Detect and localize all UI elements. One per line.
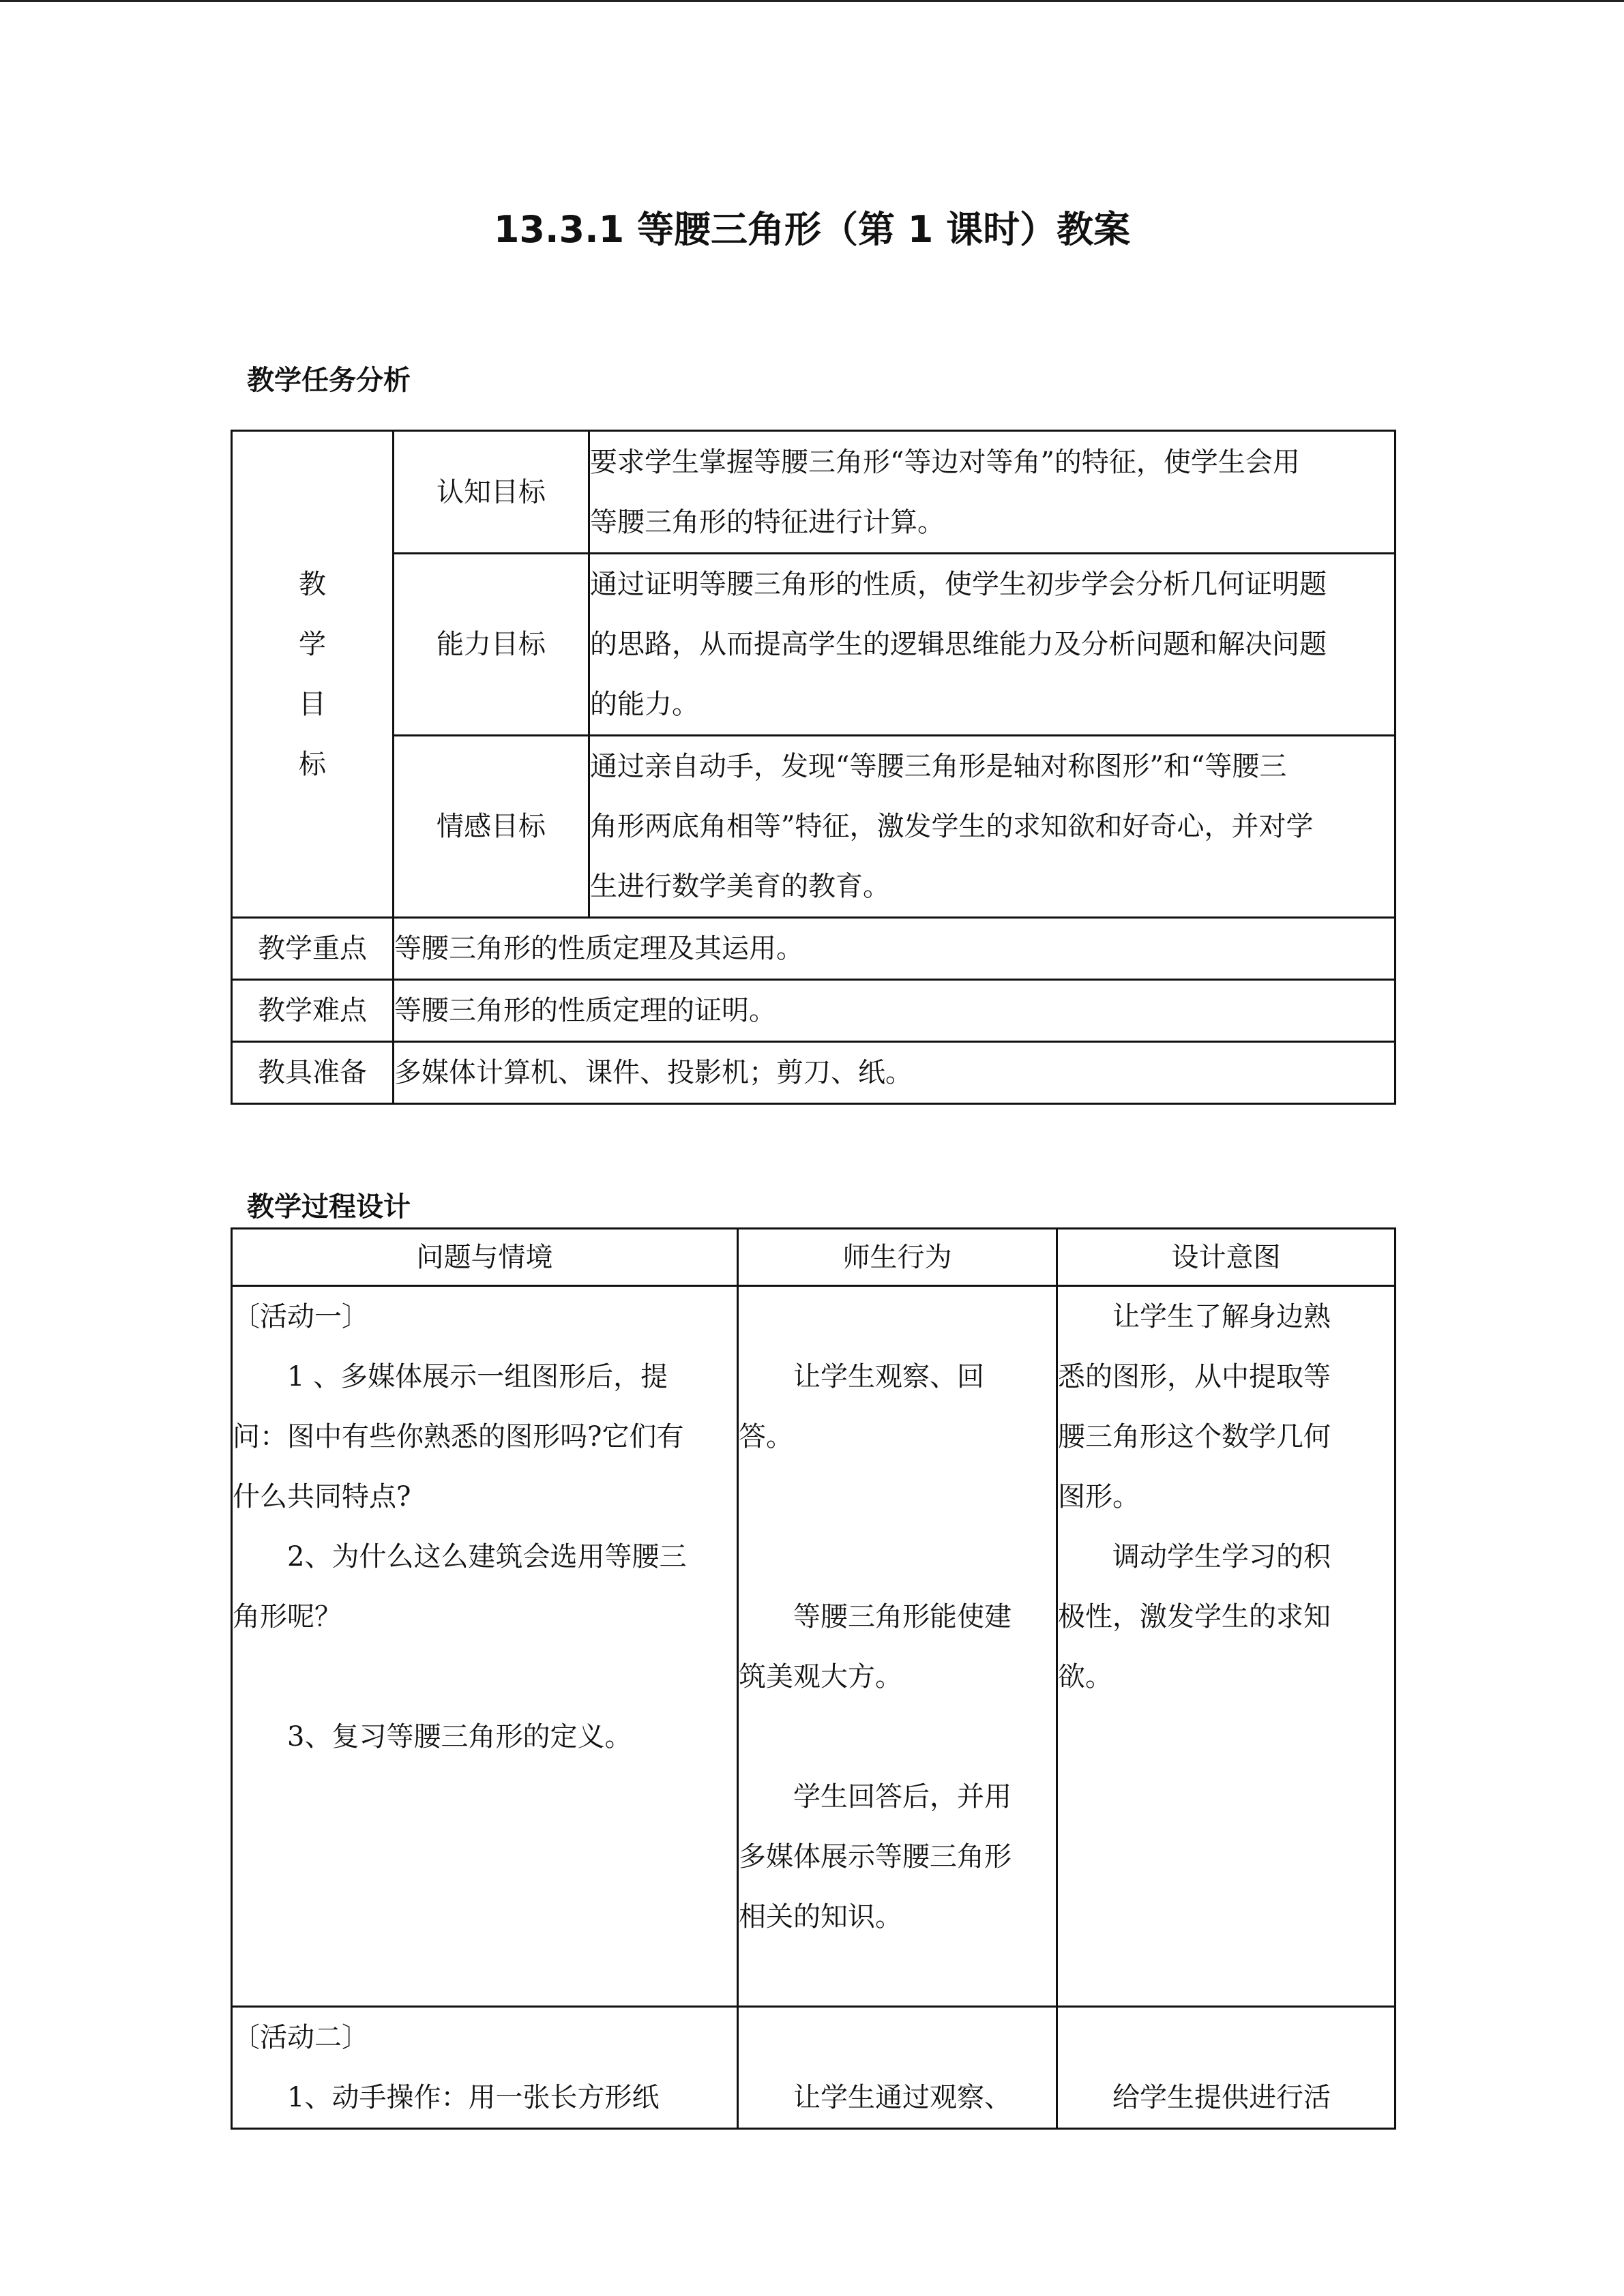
column-header-behavior: 师生行为 (738, 1229, 1057, 1286)
row-value-key-point: 等腰三角形的性质定理及其运用。 (394, 918, 1396, 980)
activity1-behavior-line: 让学生观察、回 (793, 1361, 984, 1392)
goal-text-ability (589, 554, 1396, 736)
goal-text-line: 等腰三角形的特征进行计算。 (590, 506, 945, 538)
column-header-problem: 问题与情境 (232, 1229, 738, 1286)
goals-label-char: 目 (299, 688, 326, 720)
activity1-behavior-line: 学生回答后，并用 (793, 1781, 1012, 1813)
activity1-title: 〔活动一〕 (233, 1301, 369, 1332)
activity2-behavior-cell (738, 2007, 1057, 2129)
activity2-behavior-line: 让学生通过观察、 (793, 2082, 1012, 2113)
activity1-intent-line: 图形。 (1058, 1481, 1140, 1512)
goal-text-line: 的能力。 (590, 689, 699, 720)
spacer (739, 1287, 1056, 1347)
task-analysis-table (231, 430, 1396, 1105)
goal-text-line: 的思路，从而提高学生的逻辑思维能力及分析问题和解决问题 (590, 629, 1327, 660)
goal-text-line: 生进行数学美育的教育。 (590, 871, 890, 902)
activity1-question-line: 2、为什么这么建筑会选用等腰三 (287, 1541, 687, 1572)
goals-label-char: 标 (299, 748, 326, 780)
activity1-behavior-cell (738, 1286, 1057, 2007)
goal-text-line: 角形两底角相等”特征，激发学生的求知欲和好奇心，并对学 (590, 811, 1314, 842)
spacer (233, 1647, 737, 1707)
activity1-question-line: 什么共同特点? (233, 1481, 411, 1512)
activity2-question-line: 1、动手操作：用一张长方形纸 (287, 2082, 660, 2113)
activity1-intent-line: 欲。 (1058, 1661, 1112, 1693)
goal-text-cognitive (589, 431, 1396, 554)
activity1-intent-cell (1057, 1286, 1396, 2007)
spacer (1058, 2008, 1394, 2068)
process-design-table (231, 1227, 1396, 2130)
row-label-difficult-point: 教学难点 (232, 980, 394, 1042)
activity1-intent-line: 悉的图形，从中提取等 (1058, 1361, 1331, 1392)
goal-text-line: 通过证明等腰三角形的性质，使学生初步学会分析几何证明题 (590, 569, 1327, 600)
row-label-key-point: 教学重点 (232, 918, 394, 980)
activity1-intent-line: 腰三角形这个数学几何 (1058, 1421, 1331, 1452)
document-title: 13.3.1 等腰三角形（第 1 课时）教案 (493, 208, 1131, 251)
goals-label-char: 学 (299, 628, 326, 660)
activity2-intent-line: 给学生提供进行活 (1112, 2082, 1331, 2113)
activity2-problem-cell (232, 2007, 738, 2129)
row-value-teaching-aids: 多媒体计算机、课件、投影机；剪刀、纸。 (394, 1042, 1396, 1104)
spacer (739, 2008, 1056, 2068)
row-label-teaching-aids: 教具准备 (232, 1042, 394, 1104)
teaching-goals-label-cell (232, 431, 394, 918)
activity1-question-line: 1 、多媒体展示一组图形后，提 (287, 1361, 668, 1392)
goal-label-cognitive: 认知目标 (394, 431, 589, 554)
activity1-behavior-line: 等腰三角形能使建 (793, 1601, 1012, 1632)
activity1-behavior-line: 答。 (739, 1421, 793, 1452)
goal-text-affective (589, 736, 1396, 918)
activity1-intent-line: 让学生了解身边熟 (1112, 1301, 1331, 1332)
activity1-question-line: 问：图中有些你熟悉的图形吗?它们有 (233, 1421, 684, 1452)
activity1-question-line: 角形呢？ (233, 1601, 342, 1632)
goal-text-line: 要求学生掌握等腰三角形“等边对等角”的特征，使学生会用 (590, 446, 1300, 478)
column-header-intent: 设计意图 (1057, 1229, 1396, 1286)
activity1-behavior-line: 相关的知识。 (739, 1901, 902, 1933)
activity2-intent-cell (1057, 2007, 1396, 2129)
activity1-question-line: 3、复习等腰三角形的定义。 (287, 1721, 632, 1753)
section-heading-process-design: 教学过程设计 (247, 1191, 411, 1223)
goal-label-affective: 情感目标 (394, 736, 589, 918)
activity1-behavior-line: 筑美观大方。 (739, 1661, 902, 1693)
section-heading-task-analysis: 教学任务分析 (247, 365, 411, 396)
spacer (739, 1527, 1056, 1587)
activity1-intent-line: 调动学生学习的积 (1112, 1541, 1331, 1572)
activity1-intent-line: 极性，激发学生的求知 (1058, 1601, 1331, 1632)
activity2-title: 〔活动二〕 (233, 2022, 369, 2053)
row-value-difficult-point: 等腰三角形的性质定理的证明。 (394, 980, 1396, 1042)
goals-label-char: 教 (299, 568, 326, 600)
goal-label-ability: 能力目标 (394, 554, 589, 736)
top-border-line (0, 0, 1624, 2)
activity1-behavior-line: 多媒体展示等腰三角形 (739, 1841, 1012, 1873)
goal-text-line: 通过亲自动手，发现“等腰三角形是轴对称图形”和“等腰三 (590, 751, 1287, 782)
activity1-problem-cell (232, 1286, 738, 2007)
spacer (739, 1467, 1056, 1527)
spacer (739, 1707, 1056, 1767)
